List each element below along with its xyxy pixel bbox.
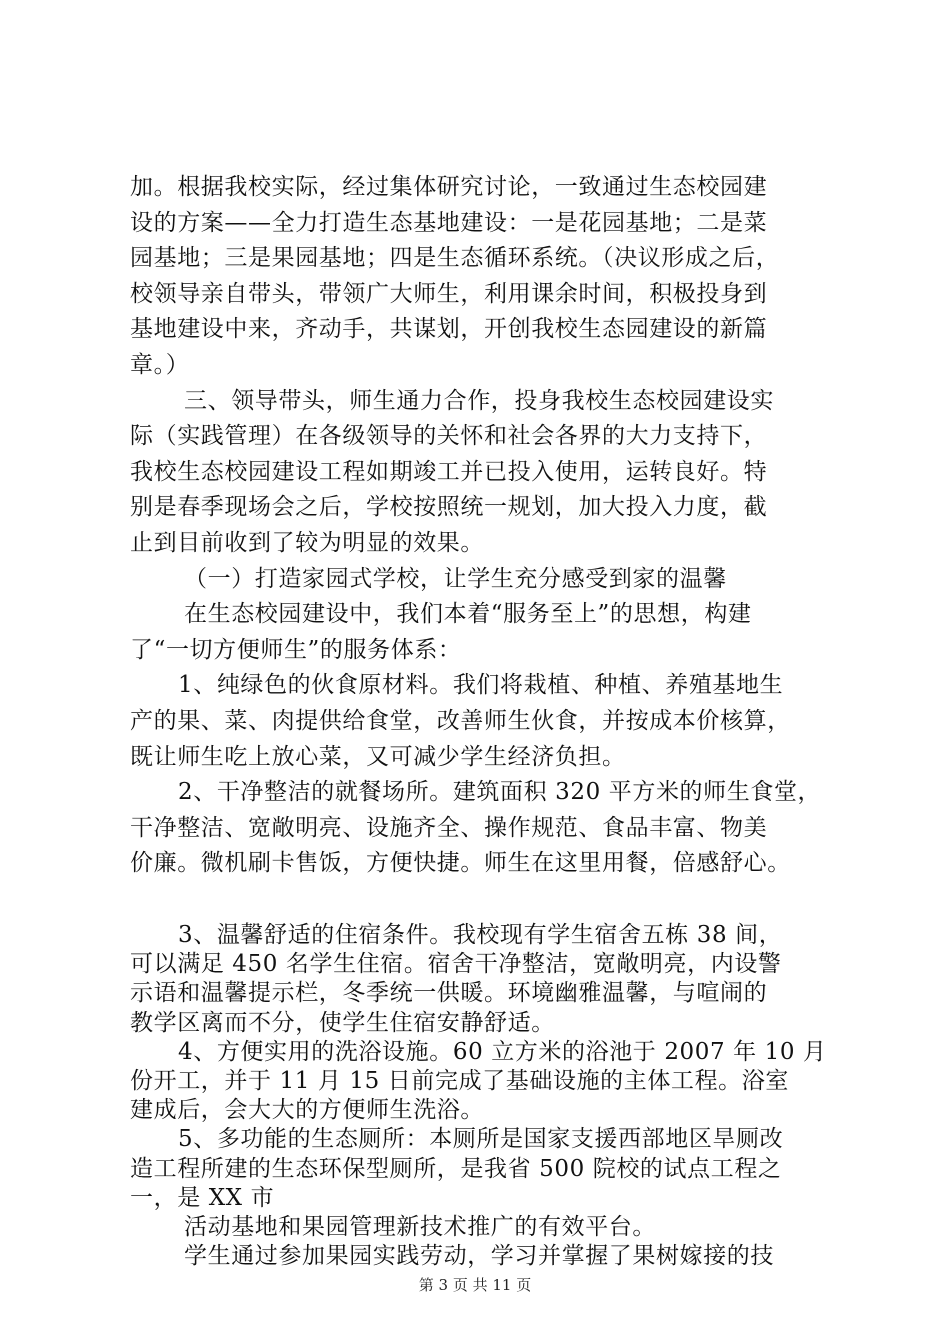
list-item: 4、方便实用的洗浴设施。60 立方米的浴池于 2007 年 10 月 [178,1039,827,1065]
text-line: 止到目前收到了较为明显的效果。 [130,530,484,556]
section-heading: 三、领导带头，师生通力合作，投身我校生态校园建设实 [184,388,774,414]
text-line: 别是春季现场会之后，学校按照统一规划，加大投入力度，截 [130,494,768,520]
text-line: 既让师生吃上放心菜，又可减少学生经济负担。 [130,744,626,770]
text-line: 可以满足 450 名学生住宿。宿舍干净整洁，宽敞明亮，内设警 [130,951,782,977]
list-item: 5、多功能的生态厕所：本厕所是国家支援西部地区旱厕改 [178,1126,784,1152]
text-line: 园基地；三是果园基地；四是生态循环系统。（决议形成之后， [130,245,780,271]
text-line: 我校生态校园建设工程如期竣工并已投入使用，运转良好。特 [130,459,768,485]
page-number-footer: 第 3 页 共 11 页 [418,1276,532,1294]
list-item: 3、温馨舒适的住宿条件。我校现有学生宿舍五栋 38 间， [178,922,783,948]
text-line: 学生通过参加果园实践劳动，学习并掌握了果树嫁接的技 [184,1243,774,1269]
list-item: 2、干净整洁的就餐场所。建筑面积 320 平方米的师生食堂， [178,779,822,805]
subsection-heading: （一）打造家园式学校，让学生充分感受到家的温馨 [184,566,727,592]
text-line: 活动基地和果园管理新技术推广的有效平台。 [184,1214,656,1240]
text-line: 际（实践管理）在各级领导的关怀和社会各界的大力支持下， [130,423,768,449]
text-line: 教学区离而不分，使学生住宿安静舒适。 [130,1010,555,1036]
list-item: 1、纯绿色的伙食原材料。我们将栽植、种植、养殖基地生 [178,672,784,698]
text-line: 一，是 XX 市 [130,1185,275,1211]
text-line: 在生态校园建设中，我们本着“服务至上”的思想，构建 [184,601,752,627]
text-line: 干净整洁、宽敞明亮、设施齐全、操作规范、食品丰富、物美 [130,815,768,841]
text-line: 价廉。微机刷卡售饭，方便快捷。师生在这里用餐，倍感舒心。 [130,850,791,876]
text-line: 加。根据我校实际，经过集体研究讨论，一致通过生态校园建 [130,174,768,200]
text-line: 份开工，并于 11 月 15 日前完成了基础设施的主体工程。浴室 [130,1068,789,1094]
text-line: 造工程所建的生态环保型厕所，是我省 500 院校的试点工程之 [130,1156,782,1182]
text-line: 设的方案——全力打造生态基地建设：一是花园基地；二是菜 [130,210,768,236]
text-line: 基地建设中来，齐动手，共谋划，开创我校生态园建设的新篇 [130,316,768,342]
text-line: 产的果、菜、肉提供给食堂，改善师生伙食，并按成本价核算， [130,708,791,734]
text-line: 章。） [130,352,190,378]
text-line: 示语和温馨提示栏，冬季统一供暖。环境幽雅温馨，与喧闹的 [130,980,768,1006]
text-line: 了“一切方便师生”的服务体系： [130,637,462,663]
text-line: 建成后，会大大的方便师生洗浴。 [130,1097,484,1123]
text-line: 校领导亲自带头，带领广大师生，利用课余时间，积极投身到 [130,281,768,307]
